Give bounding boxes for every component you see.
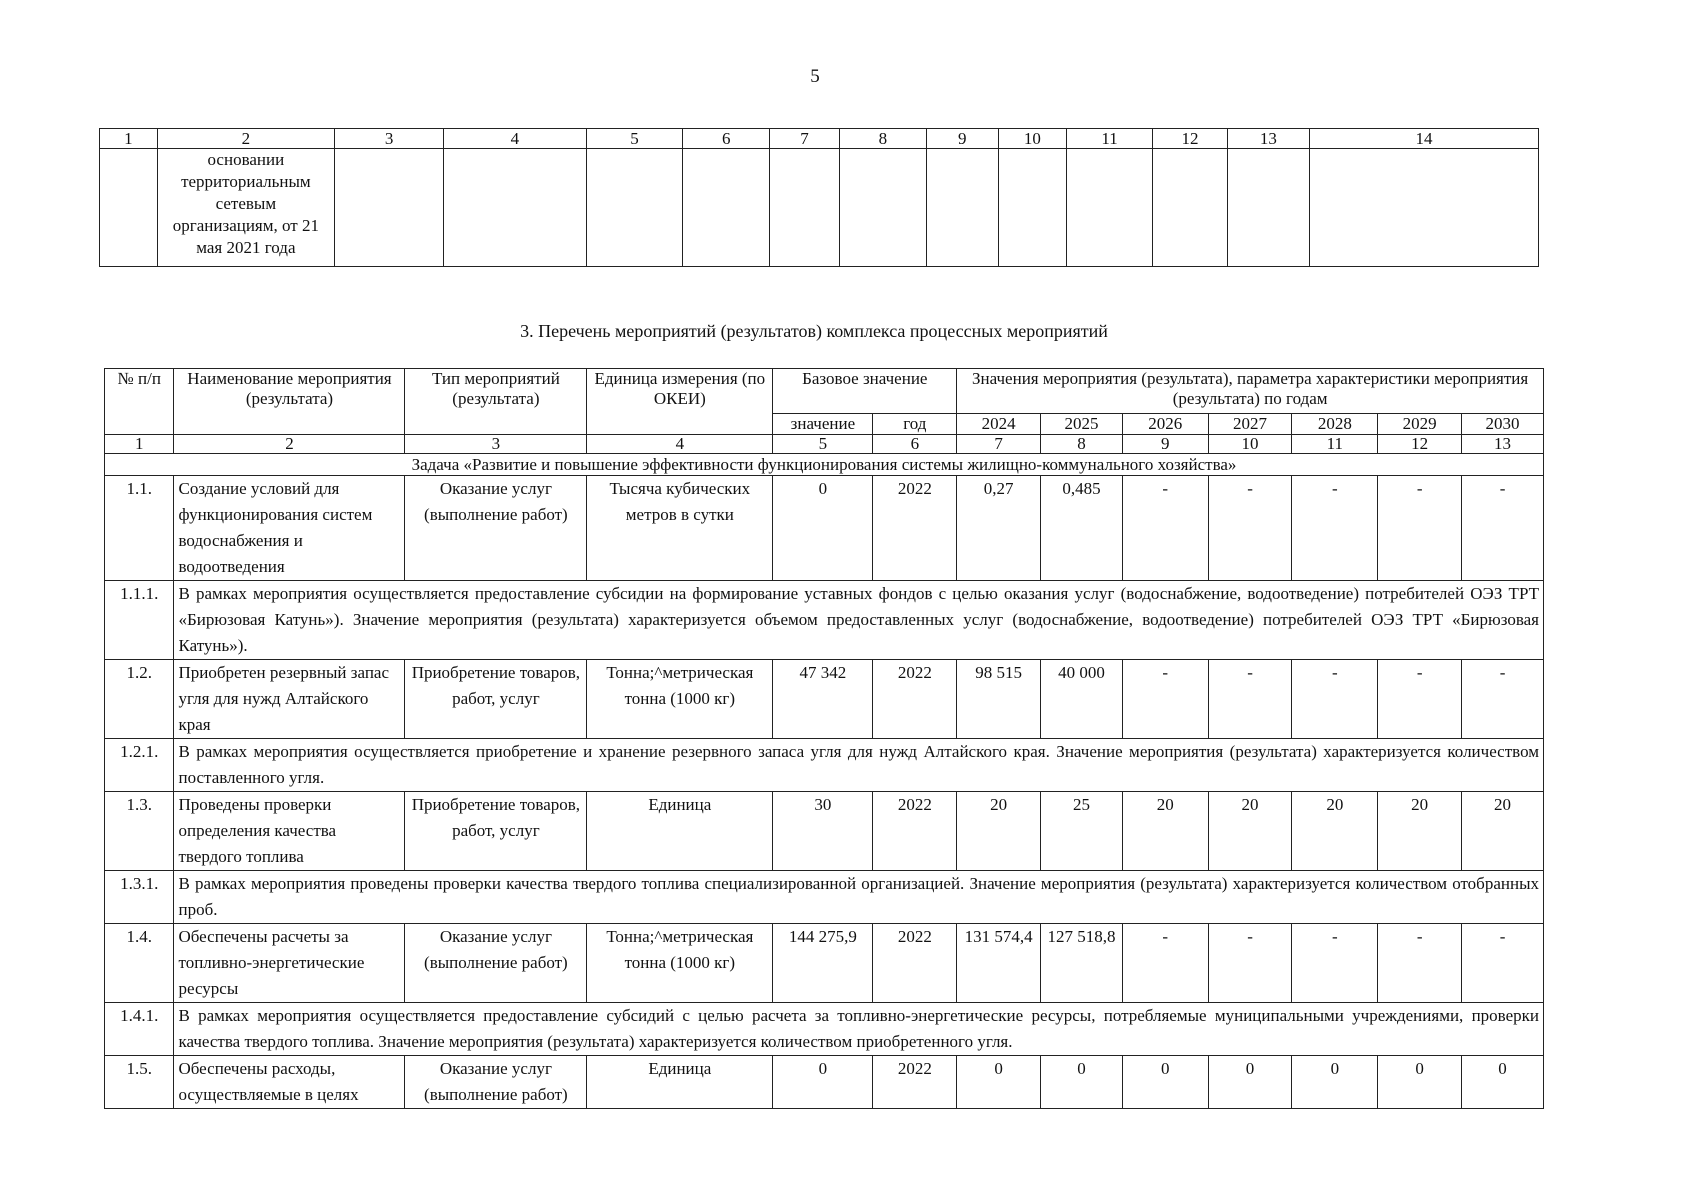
measure-year-value: 20 (957, 792, 1041, 871)
column-number: 7 (957, 435, 1041, 454)
header-name: Наименование мероприятия (результата) (174, 369, 405, 435)
measure-year-value: 40 000 (1041, 660, 1123, 739)
header-year: 2029 (1378, 414, 1462, 435)
measure-row (105, 1056, 1544, 1109)
measure-year-value: 0 (1041, 1056, 1123, 1109)
cont-line: сетевым (215, 194, 277, 213)
measure-row (105, 660, 1544, 739)
measure-year-value: 20 (1378, 792, 1462, 871)
measure-description-row (105, 1003, 1544, 1056)
measure-year-value: - (1292, 660, 1378, 739)
column-number: 1 (105, 435, 174, 454)
continuation-header-cell: 13 (1227, 129, 1309, 149)
measure-base-value: 0 (773, 1056, 873, 1109)
task-title: Задача «Развитие и повышение эффективности функционирования системы жилищно-коммунального хозяйства» (105, 454, 1544, 476)
column-number: 2 (174, 435, 405, 454)
measure-year-value: 98 515 (957, 660, 1041, 739)
section-title: 3. Перечень мероприятий (результатов) комплекса процессных мероприятий (520, 321, 1108, 341)
continuation-header-cell: 9 (926, 129, 998, 149)
measure-year-value: - (1462, 476, 1544, 581)
continuation-row (100, 149, 1539, 267)
measure-year-value: - (1378, 476, 1462, 581)
header-year: 2026 (1122, 414, 1208, 435)
measure-number: 1.3. (105, 792, 174, 871)
header-unit: Единица измерения (по ОКЕИ) (587, 369, 773, 435)
continuation-header-cell: 5 (586, 129, 683, 149)
measure-type: Оказание услуг (выполнение работ) (405, 1056, 587, 1109)
header-row-1 (105, 369, 1544, 414)
measure-name: Обеспечены расчеты за топливно-энергетические ресурсы (174, 924, 405, 1003)
continuation-header-cell: 7 (769, 129, 839, 149)
measure-base-year: 2022 (873, 660, 957, 739)
description-text: В рамках мероприятия проведены проверки качества твердого топлива специализированной организацией. Значение мероприятия (результата) характеризуется количеством отобранных проб. (174, 871, 1544, 924)
continuation-row-name (157, 149, 334, 267)
measure-unit: Тысяча кубических метров в сутки (587, 476, 773, 581)
column-number: 8 (1041, 435, 1123, 454)
continuation-header-cell: 6 (683, 129, 770, 149)
cont-line: мая 2021 года (196, 238, 296, 257)
header-values: Значения мероприятия (результата), параметра характеристики мероприятия (результата) по годам (957, 369, 1544, 414)
header-year: 2024 (957, 414, 1041, 435)
measure-year-value: - (1292, 924, 1378, 1003)
continuation-header-cell: 12 (1153, 129, 1227, 149)
measure-year-value: - (1462, 660, 1544, 739)
measure-year-value: 0,485 (1041, 476, 1123, 581)
measure-base-value: 30 (773, 792, 873, 871)
measure-type: Приобретение товаров, работ, услуг (405, 660, 587, 739)
measure-base-value: 144 275,9 (773, 924, 873, 1003)
measure-number: 1.1. (105, 476, 174, 581)
measure-base-year: 2022 (873, 792, 957, 871)
measure-row (105, 476, 1544, 581)
measure-unit: Единица (587, 1056, 773, 1109)
cont-line: организациям, от 21 (172, 216, 319, 235)
measure-base-value: 47 342 (773, 660, 873, 739)
task-row (105, 454, 1544, 476)
continuation-header-cell: 4 (444, 129, 586, 149)
description-number: 1.4.1. (105, 1003, 174, 1056)
header-num: № п/п (105, 369, 174, 435)
continuation-header-cell: 3 (335, 129, 444, 149)
page-number: 5 (810, 66, 820, 87)
header-year: 2025 (1041, 414, 1123, 435)
measure-name: Обеспечены расходы, осуществляемые в целях (174, 1056, 405, 1109)
measure-number: 1.5. (105, 1056, 174, 1109)
continuation-header-row (100, 129, 1539, 149)
measure-description-row (105, 739, 1544, 792)
measure-year-value: - (1378, 660, 1462, 739)
continuation-header-cell: 1 (100, 129, 158, 149)
description-text: В рамках мероприятия осуществляется приобретение и хранение резервного запаса угля для нужд Алтайского края. Значение мероприятия (результата) характеризуется количеством поставленного угля. (174, 739, 1544, 792)
header-base-value: значение (773, 414, 873, 435)
measure-year-value: 20 (1122, 792, 1208, 871)
measure-row (105, 792, 1544, 871)
measure-year-value: 0 (1378, 1056, 1462, 1109)
measure-base-value: 0 (773, 476, 873, 581)
column-number: 9 (1122, 435, 1208, 454)
continuation-header-cell: 11 (1066, 129, 1153, 149)
measure-year-value: - (1122, 924, 1208, 1003)
measure-number: 1.2. (105, 660, 174, 739)
measure-row (105, 924, 1544, 1003)
header-year: 2030 (1462, 414, 1544, 435)
header-year: 2027 (1208, 414, 1292, 435)
description-text: В рамках мероприятия осуществляется предоставление субсидий с целью расчета за топливно-энергетические ресурсы, потребляемые муниципальными учреждениями, проверки качества твердого топлива. Значение мероприятия (результата) характеризуется количеством приобретенного угля. (174, 1003, 1544, 1056)
measure-year-value: 0,27 (957, 476, 1041, 581)
cont-line: территориальным (181, 172, 311, 191)
measure-year-value: 0 (1292, 1056, 1378, 1109)
continuation-header-cell: 14 (1310, 129, 1539, 149)
continuation-header-cell: 10 (998, 129, 1066, 149)
measure-year-value: 0 (1462, 1056, 1544, 1109)
measure-unit: Тонна;^метрическая тонна (1000 кг) (587, 660, 773, 739)
measure-year-value: 0 (1208, 1056, 1292, 1109)
column-number: 6 (873, 435, 957, 454)
measure-year-value: 127 518,8 (1041, 924, 1123, 1003)
measure-base-year: 2022 (873, 476, 957, 581)
column-number: 3 (405, 435, 587, 454)
column-number: 4 (587, 435, 773, 454)
description-number: 1.3.1. (105, 871, 174, 924)
description-number: 1.1.1. (105, 581, 174, 660)
cont-line: основании (207, 150, 285, 169)
column-number: 5 (773, 435, 873, 454)
measure-year-value: 0 (1122, 1056, 1208, 1109)
measure-base-year: 2022 (873, 924, 957, 1003)
measure-year-value: - (1122, 660, 1208, 739)
measure-unit: Тонна;^метрическая тонна (1000 кг) (587, 924, 773, 1003)
measure-year-value: - (1208, 476, 1292, 581)
measure-year-value: - (1208, 660, 1292, 739)
measure-year-value: 20 (1462, 792, 1544, 871)
measure-name: Проведены проверки определения качества твердого топлива (174, 792, 405, 871)
column-number: 12 (1378, 435, 1462, 454)
measures-table (104, 368, 1544, 1109)
measure-year-value: - (1462, 924, 1544, 1003)
measure-year-value: 131 574,4 (957, 924, 1041, 1003)
column-number: 13 (1462, 435, 1544, 454)
column-number: 11 (1292, 435, 1378, 454)
measure-description-row (105, 581, 1544, 660)
description-text: В рамках мероприятия осуществляется предоставление субсидии на формирование уставных фондов с целью оказания услуг (водоснабжение, водоотведение) потребителей ОЭЗ ТРТ «Бирюзовая Катунь»). Значение мероприятия (результата) характеризуется объемом предоставленных услуг (водоснабжение, водоотведение) потребителей ОЭЗ ТРТ «Бирюзовая Катунь»). (174, 581, 1544, 660)
column-number-row (105, 435, 1544, 454)
description-number: 1.2.1. (105, 739, 174, 792)
measure-name: Приобретен резервный запас угля для нужд Алтайского края (174, 660, 405, 739)
header-year: 2028 (1292, 414, 1378, 435)
measure-type: Оказание услуг (выполнение работ) (405, 476, 587, 581)
measure-number: 1.4. (105, 924, 174, 1003)
header-base-year: год (873, 414, 957, 435)
measure-year-value: - (1122, 476, 1208, 581)
measure-year-value: 20 (1208, 792, 1292, 871)
continuation-header-cell: 8 (840, 129, 927, 149)
measure-description-row (105, 871, 1544, 924)
measure-type: Оказание услуг (выполнение работ) (405, 924, 587, 1003)
header-base: Базовое значение (773, 369, 957, 414)
measure-unit: Единица (587, 792, 773, 871)
column-number: 10 (1208, 435, 1292, 454)
continuation-header-cell: 2 (157, 129, 334, 149)
measure-type: Приобретение товаров, работ, услуг (405, 792, 587, 871)
continuation-table (99, 128, 1539, 267)
measure-name: Создание условий для функционирования систем водоснабжения и водоотведения (174, 476, 405, 581)
measure-year-value: 25 (1041, 792, 1123, 871)
measure-year-value: 0 (957, 1056, 1041, 1109)
measure-year-value: - (1292, 476, 1378, 581)
measure-year-value: - (1378, 924, 1462, 1003)
measure-base-year: 2022 (873, 1056, 957, 1109)
measure-year-value: 20 (1292, 792, 1378, 871)
measure-year-value: - (1208, 924, 1292, 1003)
header-type: Тип мероприятий (результата) (405, 369, 587, 435)
